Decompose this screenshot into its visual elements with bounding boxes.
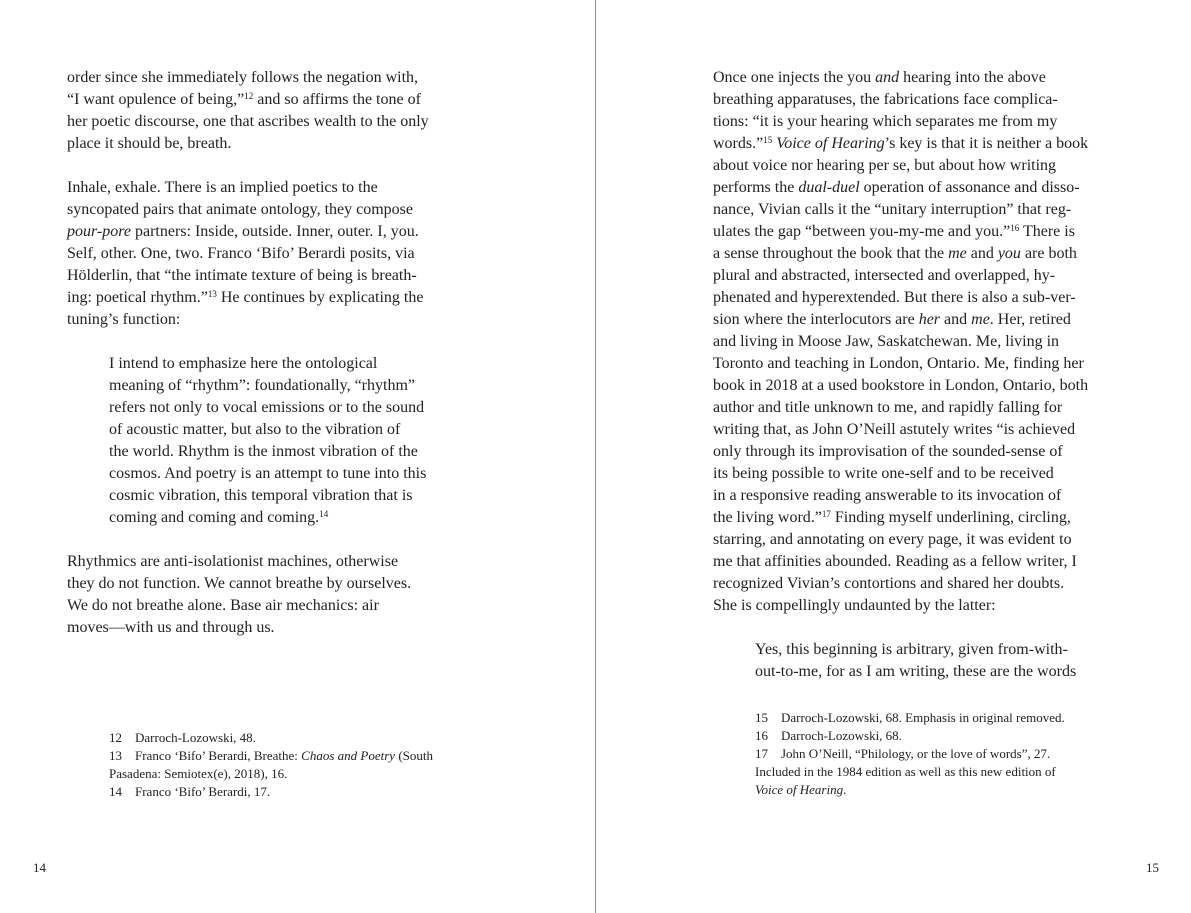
text-run: Toronto and teaching in London, Ontario. Me, finding her	[713, 355, 1084, 372]
footnotes	[109, 729, 433, 801]
text-run: He continues by explicating the	[216, 289, 424, 306]
text-line	[67, 221, 423, 243]
text-line	[109, 729, 433, 747]
text-line	[713, 221, 1088, 243]
text-run: recognized Vivian’s contortions and shared her doubts.	[713, 575, 1065, 592]
text-line	[713, 573, 1088, 595]
text-run: tuning’s function:	[67, 311, 181, 328]
text-line	[109, 485, 426, 507]
text-run: We do not breathe alone. Base air mechanics: air	[67, 597, 379, 614]
footnote-number: 16	[755, 728, 768, 743]
text-line	[67, 595, 411, 617]
text-run: the living word.”	[713, 509, 822, 526]
text-run: ulates the gap “between you-my-me and you.”	[713, 223, 1011, 240]
text-run: Franco ‘Bifo’ Berardi, 17.	[135, 784, 271, 799]
footnote-ref: 14	[319, 509, 329, 519]
text-line	[713, 595, 1088, 617]
text-line	[67, 551, 411, 573]
text-run: and	[966, 245, 998, 262]
footnote-ref: 16	[1010, 223, 1020, 233]
footnote-ref: 17	[821, 509, 831, 519]
text-line	[755, 709, 1065, 727]
text-line	[67, 89, 429, 111]
text-line	[713, 67, 1088, 89]
text-line	[109, 463, 426, 485]
text-run: the world. Rhythm is the inmost vibration of the	[109, 443, 418, 460]
text-line	[67, 617, 411, 639]
text-line	[713, 177, 1088, 199]
footnote-ref: 15	[763, 135, 773, 145]
text-run: its being possible to write one-self and to be received	[713, 465, 1054, 482]
text-run: plural and abstracted, intersected and overlapped, hy-	[713, 267, 1056, 284]
text-line	[713, 89, 1088, 111]
text-run: they do not function. We cannot breathe by ourselves.	[67, 575, 412, 592]
text-line	[713, 199, 1088, 221]
text-run: Darroch-Lozowski, 68. Emphasis in original removed.	[781, 710, 1065, 725]
text-run: “I want opulence of being,”	[67, 91, 245, 108]
text-run: book in 2018 at a used bookstore in London, Ontario, both	[713, 377, 1089, 394]
footnote-number: 17	[755, 746, 768, 761]
text-run: out-to-me, for as I am writing, these are the words	[755, 663, 1077, 680]
text-run: Franco ‘Bifo’ Berardi, Breathe:	[135, 748, 302, 763]
text-run: ’s key is that it is neither a book	[884, 135, 1089, 152]
footnote-number: 14	[109, 784, 122, 799]
text-run: starring, and annotating on every page, it was evident to	[713, 531, 1072, 548]
text-run: writing that, as John O’Neill astutely writes “is achieved	[713, 421, 1076, 438]
paragraph-2	[67, 177, 423, 331]
text-line	[67, 177, 423, 199]
text-run: Darroch-Lozowski, 48.	[135, 730, 256, 745]
text-run: Chaos and Poetry	[301, 748, 396, 763]
text-run: her poetic discourse, one that ascribes wealth to the only	[67, 113, 429, 130]
text-run: I intend to emphasize here the ontological	[109, 355, 378, 372]
text-run: John O’Neill, “Philology, or the love of words”, 27.	[781, 746, 1051, 761]
text-line	[755, 781, 1065, 799]
text-run: me that affinities abounded. Reading as a fellow writer, I	[713, 553, 1077, 570]
text-line	[67, 111, 429, 133]
footnote-number: 13	[109, 748, 122, 763]
text-run: breathing apparatuses, the fabrications face complica-	[713, 91, 1058, 108]
text-line	[67, 573, 411, 595]
text-run: in a responsive reading answerable to its invocation of	[713, 487, 1062, 504]
text-run: cosmos. And poetry is an attempt to tune into this	[109, 465, 427, 482]
text-run: only through its improvisation of the sounded-sense of	[713, 443, 1063, 460]
blockquote	[755, 639, 1076, 683]
text-line	[713, 331, 1088, 353]
text-line	[713, 287, 1088, 309]
text-run: dual-duel	[798, 179, 860, 196]
text-run: Inhale, exhale. There is an implied poetics to the	[67, 179, 378, 196]
left-page	[0, 0, 595, 913]
text-line	[755, 763, 1065, 781]
text-run: Hölderlin, that “the intimate texture of being is breath-	[67, 267, 417, 284]
text-run: her	[918, 311, 941, 328]
blockquote	[109, 353, 426, 529]
text-run: author and title unknown to me, and rapidly falling for	[713, 399, 1063, 416]
text-line	[713, 309, 1088, 331]
text-line	[67, 265, 423, 287]
paragraph-3	[67, 551, 411, 639]
text-line	[67, 199, 423, 221]
text-run: Once one injects the you	[713, 69, 876, 86]
text-line	[67, 67, 429, 89]
text-run: She is compellingly undaunted by the latter:	[713, 597, 996, 614]
text-line	[755, 745, 1065, 763]
text-run: refers not only to vocal emissions or to the sound	[109, 399, 425, 416]
text-run: coming and coming and coming.	[109, 509, 320, 526]
paragraph-1	[713, 67, 1088, 617]
text-run: Finding myself underlining, circling,	[830, 509, 1071, 526]
text-run: sion where the interlocutors are	[713, 311, 919, 328]
text-run: There is	[1019, 223, 1075, 240]
text-run: about voice nor hearing per se, but about how writing	[713, 157, 1057, 174]
text-line	[713, 375, 1088, 397]
paragraph-1	[67, 67, 429, 155]
text-run: moves—with us and through us.	[67, 619, 275, 636]
text-line	[713, 507, 1088, 529]
text-line	[713, 155, 1088, 177]
text-line	[713, 353, 1088, 375]
text-line	[67, 243, 423, 265]
right-page	[596, 0, 1191, 913]
text-run: me	[971, 311, 990, 328]
text-line	[713, 243, 1088, 265]
footnote-ref: 13	[207, 289, 217, 299]
text-run: meaning of “rhythm”: foundationally, “rhythm”	[109, 377, 415, 394]
footnote-number: 15	[755, 710, 768, 725]
footnotes	[755, 709, 1065, 799]
text-run: Included in the 1984 edition as well as this new edition of	[755, 764, 1056, 779]
text-line	[109, 397, 426, 419]
text-run: hearing into the above	[899, 69, 1046, 86]
text-line	[713, 529, 1088, 551]
text-run: (South	[395, 748, 433, 763]
text-line	[755, 727, 1065, 745]
text-run: and	[940, 311, 972, 328]
text-run: and so affirms the tone of	[253, 91, 421, 108]
text-line	[109, 441, 426, 463]
page-number: 14	[33, 860, 46, 875]
text-run: nance, Vivian calls it the “unitary interruption” that reg-	[713, 201, 1072, 218]
text-line	[109, 783, 433, 801]
text-line	[713, 111, 1088, 133]
text-line	[109, 375, 426, 397]
text-line	[109, 507, 426, 529]
text-run: .	[843, 782, 847, 797]
page-number: 15	[1146, 860, 1159, 875]
text-line	[713, 551, 1088, 573]
text-run: phenated and hyperextended. But there is also a sub-ver-	[713, 289, 1076, 306]
text-run: Darroch-Lozowski, 68.	[781, 728, 902, 743]
text-run: operation of assonance and disso-	[859, 179, 1080, 196]
text-run: Rhythmics are anti-isolationist machines, otherwise	[67, 553, 399, 570]
text-run: ing: poetical rhythm.”	[67, 289, 208, 306]
text-line	[109, 353, 426, 375]
text-run: pour-pore	[67, 223, 131, 240]
text-line	[755, 661, 1076, 683]
text-run: syncopated pairs that animate ontology, they compose	[67, 201, 413, 218]
text-line	[755, 639, 1076, 661]
text-line	[713, 485, 1088, 507]
footnote-number: 12	[109, 730, 122, 745]
text-line	[713, 441, 1088, 463]
text-run: place it should be, breath.	[67, 135, 232, 152]
footnote-ref: 12	[244, 91, 254, 101]
text-run: me	[948, 245, 967, 262]
text-line	[713, 133, 1088, 155]
text-line	[109, 747, 433, 765]
text-run: words.”	[713, 135, 764, 152]
text-line	[67, 287, 423, 309]
text-run: order since she immediately follows the negation with,	[67, 69, 419, 86]
text-run: performs the	[713, 179, 799, 196]
text-run: Yes, this beginning is arbitrary, given from-with-	[755, 641, 1068, 658]
text-line	[67, 309, 423, 331]
text-run: and	[875, 69, 900, 86]
text-run: partners: Inside, outside. Inner, outer. I, you.	[130, 223, 419, 240]
text-run: and living in Moose Jaw, Saskatchewan. Me, living in	[713, 333, 1060, 350]
text-run: tions: “it is your hearing which separates me from my	[713, 113, 1058, 130]
text-run: Voice of Hearing	[755, 782, 844, 797]
text-line	[713, 463, 1088, 485]
text-run: Voice of Hearing	[776, 135, 885, 152]
text-line	[109, 765, 433, 783]
text-line	[713, 265, 1088, 287]
text-run: Pasadena: Semiotex(e), 2018), 16.	[109, 766, 288, 781]
text-run: of acoustic matter, but also to the vibration of	[109, 421, 401, 438]
text-run: you	[997, 245, 1021, 262]
text-run: Self, other. One, two. Franco ‘Bifo’ Berardi posits, via	[67, 245, 415, 262]
text-run: . Her, retired	[989, 311, 1071, 328]
text-line	[109, 419, 426, 441]
text-run: cosmic vibration, this temporal vibration that is	[109, 487, 413, 504]
text-run: are both	[1020, 245, 1077, 262]
text-run: a sense throughout the book that the	[713, 245, 949, 262]
text-line	[713, 397, 1088, 419]
text-line	[67, 133, 429, 155]
text-line	[713, 419, 1088, 441]
